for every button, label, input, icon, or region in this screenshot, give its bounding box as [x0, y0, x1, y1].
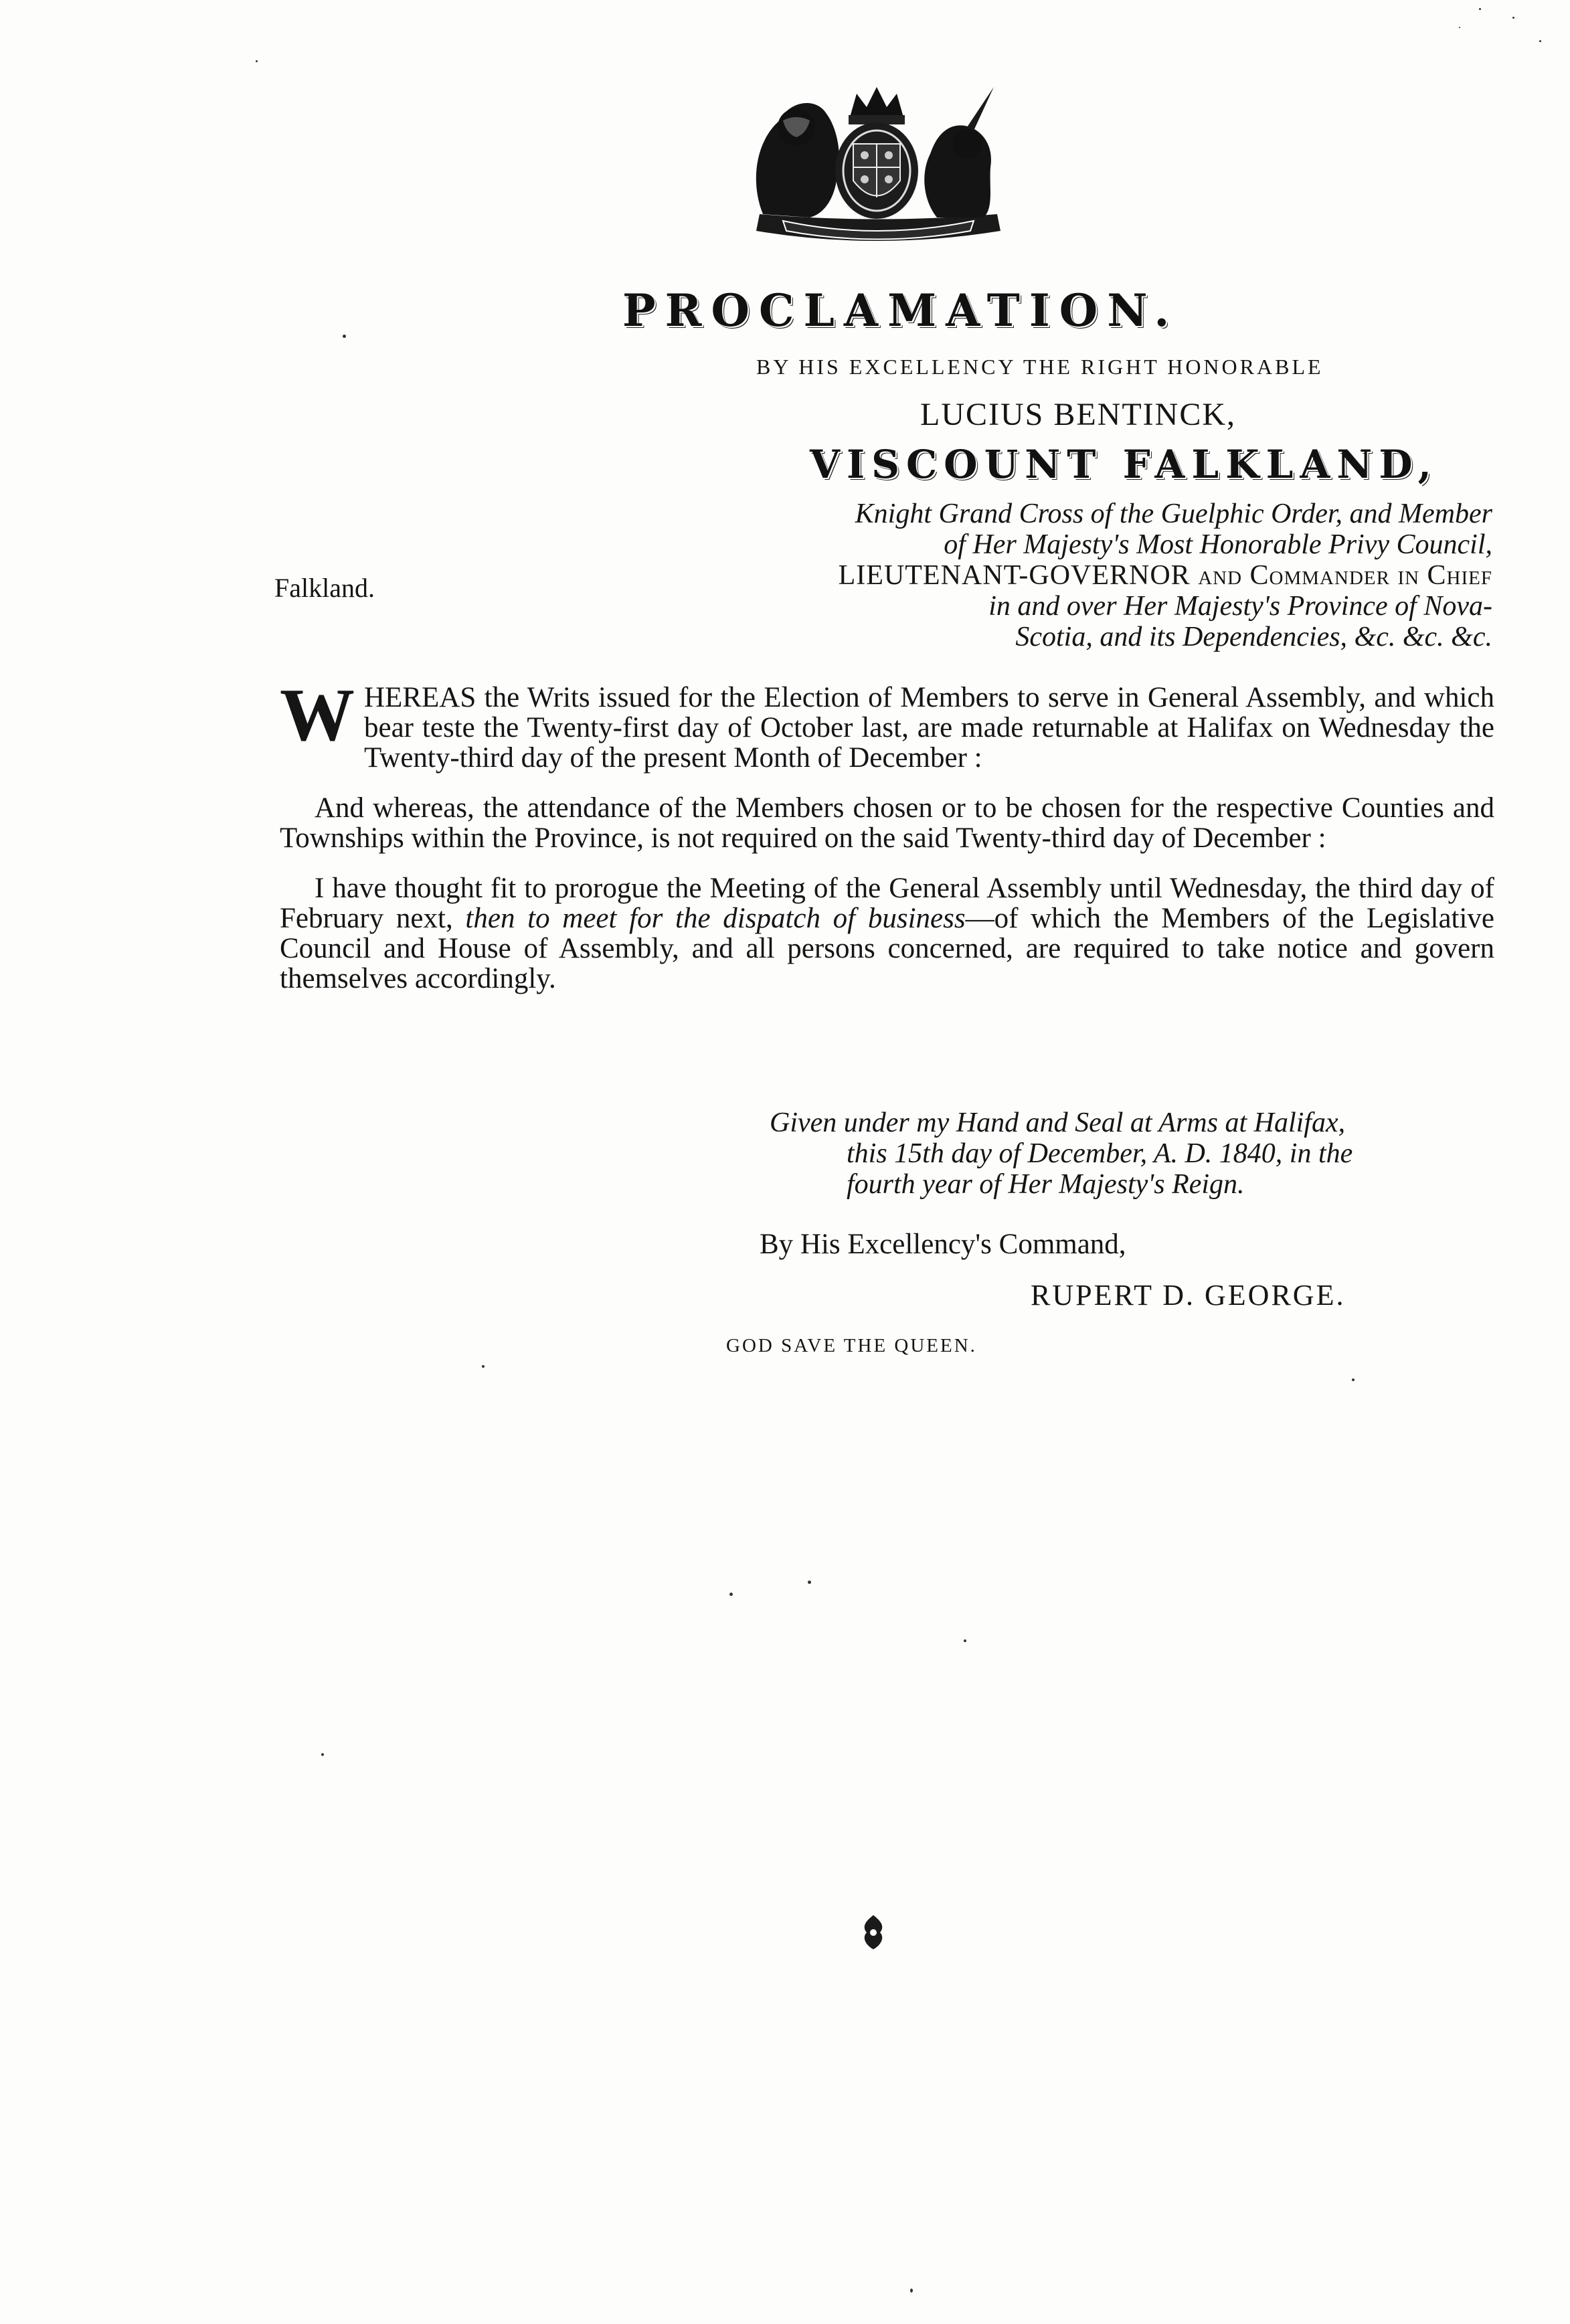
paragraph-2: And whereas, the attendance of the Members chosen or to be chosen for the respective Counties and Townships within the Province, is not required on the said Twenty-third day of December :	[280, 792, 1494, 854]
scan-speck	[808, 1581, 811, 1584]
given-clause	[770, 1107, 1492, 1200]
governor-titles	[729, 499, 1492, 652]
scan-speck	[1512, 17, 1514, 19]
proclamation-body	[280, 674, 1495, 1014]
proclamation-heading: PROCLAMATION.	[622, 284, 1179, 337]
titles-line: LIEUTENANT-GOVERNOR and Commander in Chief	[838, 560, 1492, 591]
paragraph-1-text: HEREAS the Writs issued for the Election of Members to serve in General Assembly, and which bear teste the Twenty-first day of October last, are made returnable at Halifax on Wednesday the Twenty-third day of the present Month of December :	[364, 682, 1494, 774]
given-line: fourth year of Her Majesty's Reign.	[847, 1169, 1245, 1200]
scan-speck	[343, 335, 346, 338]
given-line: Given under my Hand and Seal at Arms at Halifax,	[770, 1107, 1346, 1138]
scan-speck	[729, 1593, 733, 1596]
closing-line: GOD SAVE THE QUEEN.	[726, 1335, 977, 1356]
by-line: BY HIS EXCELLENCY THE RIGHT HONORABLE	[756, 355, 1324, 379]
paragraph-1	[280, 674, 1494, 774]
scan-speck	[910, 2289, 913, 2293]
scan-speck	[964, 1639, 966, 1642]
printer-ornament-icon	[860, 1914, 887, 1951]
scan-speck	[1352, 1378, 1355, 1381]
paragraph-3-start: I have thought fit to prorogue the Meeting of the General Assembly until Wednesday, the third day of February next,	[280, 873, 1494, 934]
scan-speck	[256, 60, 258, 62]
scan-speck	[321, 1753, 324, 1756]
given-line: this 15th day of December, A. D. 1840, in the	[847, 1138, 1353, 1169]
titles-line: of Her Majesty's Most Honorable Privy Council,	[944, 529, 1492, 560]
scan-speck	[1479, 8, 1481, 10]
royal-coat-of-arms-icon	[743, 80, 1011, 248]
drop-cap: W	[280, 674, 355, 757]
scan-speck	[1459, 27, 1460, 28]
governor-title: VISCOUNT FALKLAND,	[810, 442, 1438, 487]
titles-line: Scotia, and its Dependencies, &c. &c. &c.	[1015, 622, 1492, 652]
margin-signature: Falkland.	[274, 573, 375, 603]
command-line: By His Excellency's Command,	[760, 1229, 1126, 1260]
scan-speck	[482, 1365, 485, 1368]
secretary-name: RUPERT D. GEORGE.	[1031, 1279, 1346, 1312]
titles-line: Knight Grand Cross of the Guelphic Order, and Member	[855, 499, 1492, 529]
paragraph-3-italic: then to meet for the dispatch of business	[465, 903, 966, 934]
titles-line: in and over Her Majesty's Province of Nova-	[988, 591, 1492, 622]
paragraph-3-end: —of which the Members of the Legislative Council and House of Assembly, and all persons concerned, are required to take notice and govern themselves accordingly.	[280, 903, 1495, 994]
paragraph-3	[280, 873, 1494, 994]
scan-speck	[1539, 40, 1541, 42]
governor-name: LUCIUS BENTINCK,	[920, 397, 1236, 432]
